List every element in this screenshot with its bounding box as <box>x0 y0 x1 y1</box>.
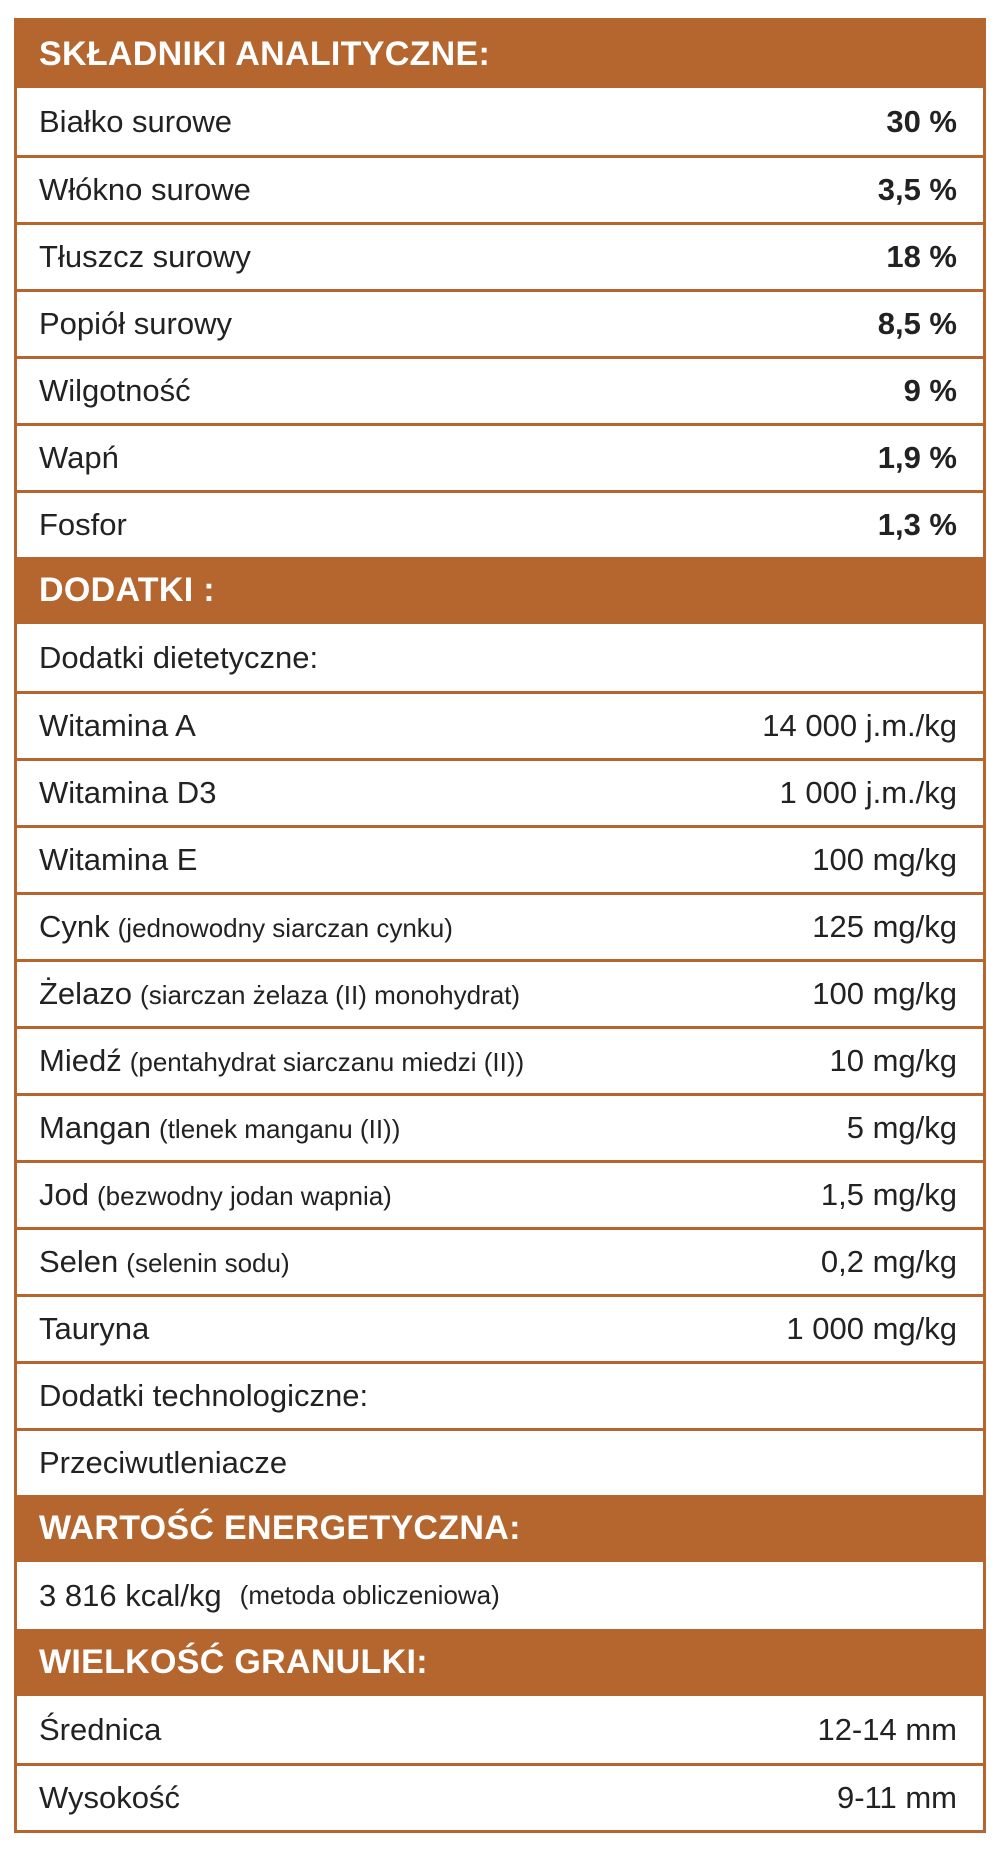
row-label-group <box>39 1311 149 1347</box>
row-label: Tłuszcz surowy <box>39 239 251 274</box>
table-row <box>17 1026 983 1093</box>
table-row <box>17 1763 983 1830</box>
table-row <box>17 289 983 356</box>
table-row <box>17 1428 983 1495</box>
section-title: DODATKI : <box>39 571 215 609</box>
row-label: Cynk <box>39 909 110 944</box>
row-value: 10 mg/kg <box>829 1043 957 1078</box>
dietary-heading: Dodatki dietetyczne: <box>39 639 319 675</box>
section-header-analytical <box>17 21 983 88</box>
row-label: Miedź <box>39 1043 122 1078</box>
row-label: Witamina A <box>39 708 196 743</box>
row-label-group <box>39 1177 392 1213</box>
row-value: 12-14 mm <box>817 1711 957 1747</box>
row-label: Witamina D3 <box>39 775 217 810</box>
table-row <box>17 758 983 825</box>
row-note: (selenin sodu) <box>126 1248 290 1278</box>
row-value: 14 000 j.m./kg <box>762 708 957 743</box>
subheading-row <box>17 1361 983 1428</box>
row-label: Wysokość <box>39 1780 180 1815</box>
section-title: SKŁADNIKI ANALITYCZNE: <box>39 35 491 73</box>
row-label: Wapń <box>39 440 119 475</box>
row-note: (pentahydrat siarczanu miedzi (II)) <box>129 1047 525 1077</box>
table-row <box>17 222 983 289</box>
row-value: 1 000 j.m./kg <box>779 775 957 810</box>
row-value: 1,3 % <box>877 507 957 542</box>
row-value: 1 000 mg/kg <box>786 1311 957 1346</box>
section-header-energy <box>17 1495 983 1562</box>
energy-row <box>17 1562 983 1629</box>
subheading-row <box>17 624 983 691</box>
row-label-group <box>39 775 216 811</box>
row-note: (tlenek manganu (II)) <box>159 1114 401 1144</box>
table-row <box>17 490 983 557</box>
table-row <box>17 423 983 490</box>
row-value: 1,9 % <box>877 440 957 475</box>
row-value: 9-11 mm <box>836 1780 957 1815</box>
row-value: 30 % <box>886 103 957 139</box>
row-value: 18 % <box>886 239 957 274</box>
table-row <box>17 1160 983 1227</box>
row-label: Fosfor <box>39 507 127 542</box>
table-row <box>17 155 983 222</box>
row-label-group <box>39 1110 400 1146</box>
table-row <box>17 892 983 959</box>
row-value: 0,2 mg/kg <box>820 1244 957 1279</box>
row-label: Włókno surowe <box>39 172 251 207</box>
table-row <box>17 959 983 1026</box>
table-row <box>17 1696 983 1763</box>
row-label: Żelazo <box>39 976 133 1011</box>
table-row <box>17 1227 983 1294</box>
row-label: Tauryna <box>39 1311 150 1346</box>
table-row <box>17 825 983 892</box>
table-row <box>17 1093 983 1160</box>
row-note: (jednowodny siarczan cynku) <box>117 913 453 943</box>
row-note: (bezwodny jodan wapnia) <box>96 1181 392 1211</box>
row-value: 125 mg/kg <box>812 909 957 944</box>
section-header-granule <box>17 1629 983 1696</box>
section-header-additives <box>17 557 983 624</box>
technological-item: Przeciwutleniacze <box>39 1445 288 1480</box>
row-value: 8,5 % <box>877 306 957 341</box>
row-label-group <box>39 842 197 878</box>
row-value: 9 % <box>903 373 957 408</box>
row-value: 100 mg/kg <box>812 976 957 1011</box>
row-label: Mangan <box>39 1110 152 1145</box>
row-value: 5 mg/kg <box>846 1110 957 1145</box>
energy-note: (metoda obliczeniowa) <box>239 1580 500 1610</box>
row-label-group <box>39 708 196 744</box>
row-label: Witamina E <box>39 842 198 877</box>
nutrition-table <box>14 18 986 1833</box>
table-row <box>17 356 983 423</box>
row-label-group <box>39 909 453 945</box>
section-title: WIELKOŚĆ GRANULKI: <box>39 1643 428 1681</box>
table-row <box>17 88 983 155</box>
row-label: Średnica <box>39 1711 162 1747</box>
row-label: Popiół surowy <box>39 306 232 341</box>
energy-value: 3 816 kcal/kg <box>39 1577 222 1613</box>
row-label: Jod <box>39 1177 89 1212</box>
section-title: WARTOŚĆ ENERGETYCZNA: <box>39 1509 521 1547</box>
row-label-group <box>39 976 520 1012</box>
row-value: 100 mg/kg <box>812 842 957 877</box>
row-note: (siarczan żelaza (II) monohydrat) <box>140 980 521 1010</box>
row-label: Selen <box>39 1244 119 1279</box>
row-value: 1,5 mg/kg <box>820 1177 957 1212</box>
row-label: Wilgotność <box>39 373 191 408</box>
row-label: Białko surowe <box>39 103 232 139</box>
technological-heading: Dodatki technologiczne: <box>39 1378 369 1413</box>
table-row <box>17 691 983 758</box>
row-label-group <box>39 1244 290 1280</box>
row-label-group <box>39 1043 524 1079</box>
row-value: 3,5 % <box>877 172 957 207</box>
table-row <box>17 1294 983 1361</box>
